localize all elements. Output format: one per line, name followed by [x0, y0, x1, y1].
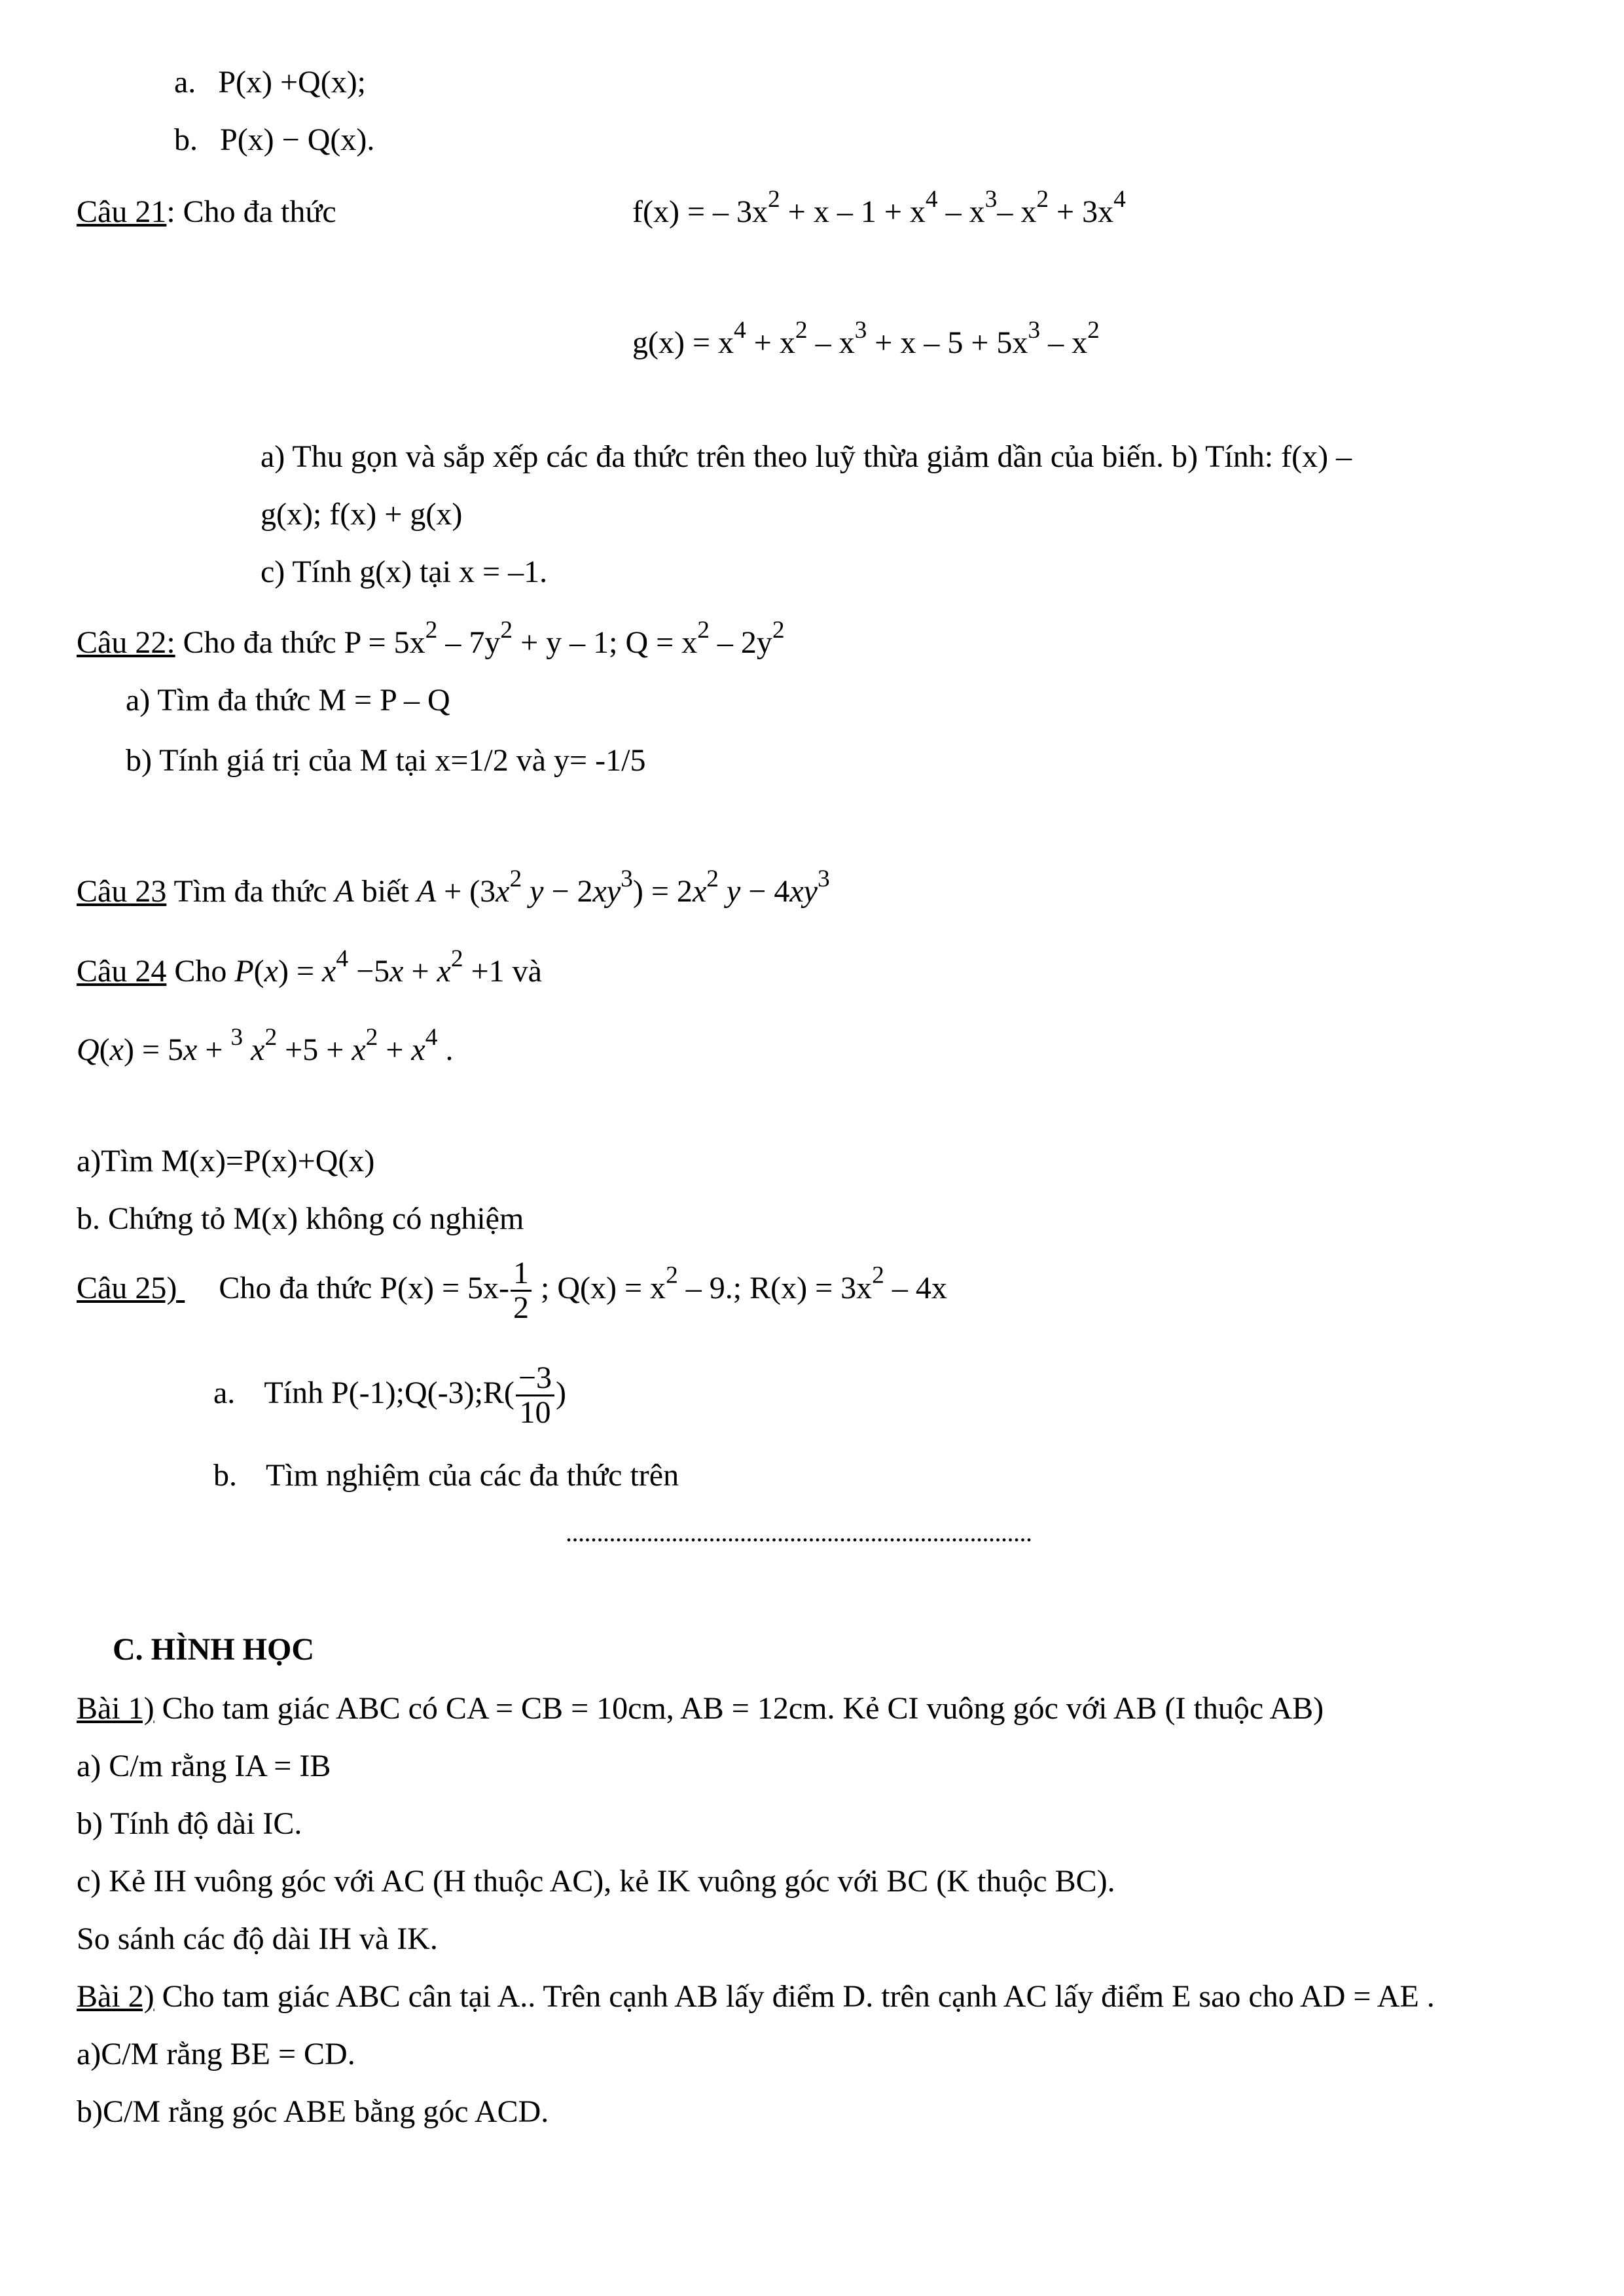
- question-label: Câu 21: [77, 194, 167, 229]
- q21-intro: : Cho đa thức: [166, 194, 336, 229]
- bai2-statement: Bài 2) Cho tam giác ABC cân tại A.. Trên cạnh AB lấy điểm D. trên cạnh AC lấy điểm E sao cho AD = AE .: [77, 1979, 1435, 2014]
- q24-q-formula: Q(x) = 5x + $^3$ $x^2 +5 + x^2 + x^4$ .: [77, 1023, 454, 1067]
- q20-b-text: P(x) − Q(x).: [220, 122, 375, 157]
- q24-part-a: a)Tìm M(x)=P(x)+Q(x): [77, 1144, 375, 1178]
- q21-part-c: c) Tính g(x) tại x = –1.: [261, 555, 548, 589]
- bai1-part-b: b) Tính độ dài IC.: [77, 1806, 302, 1841]
- exercise-label: Bài 1): [77, 1691, 154, 1726]
- q20-a-text: P(x) +Q(x);: [218, 65, 367, 100]
- bai1-part-c-cont: So sánh các độ dài IH và IK.: [77, 1922, 438, 1956]
- dotted-divider: ...........................................................................: [566, 1518, 1032, 1547]
- q22-part-b: b) Tính giá trị của M tại x=1/2 và y= -1/5: [126, 743, 646, 778]
- q21-part-a-cont: g(x); f(x) + g(x): [261, 497, 463, 532]
- bai1-part-c: c) Kẻ IH vuông góc với AC (H thuộc AC), kẻ IK vuông góc với BC (K thuộc BC).: [77, 1864, 1115, 1899]
- q21-f-formula: f(x) = – $3x^2 + x - 1 + x^4 - x^3-$ $x^2 + 3x^4$: [632, 185, 1126, 229]
- section-heading-geometry: C. HÌNH HỌC: [113, 1632, 315, 1667]
- q21-part-a: a) Thu gọn và sắp xếp các đa thức trên theo luỹ thừa giảm dần của biến. b) Tính: f(x) –: [261, 439, 1352, 474]
- bai1-part-a: a) C/m rằng IA = IB: [77, 1749, 331, 1783]
- list-marker: a.: [174, 65, 196, 100]
- question-label: Câu 23: [77, 874, 167, 909]
- bai2-part-a: a)C/M rằng BE = CD.: [77, 2037, 355, 2071]
- q25-part-a: a. Tính P(-1);Q(-3);R( $\frac{-3}{10}$ ): [213, 1360, 566, 1430]
- question-label: Câu 24: [77, 954, 167, 989]
- q24-part-b: b. Chứng tỏ M(x) không có nghiệm: [77, 1201, 524, 1236]
- question-label: Câu 25): [77, 1270, 177, 1305]
- fraction-one-half: $\frac{1}{2}$: [511, 1257, 532, 1325]
- q20-item-b: [174, 122, 374, 158]
- bai1-statement: Bài 1) Cho tam giác ABC có CA = CB = 10cm, AB = 12cm. Kẻ CI vuông góc với AB (I thuộc AB): [77, 1691, 1324, 1726]
- q22-part-a: a) Tìm đa thức M = P – Q: [126, 683, 450, 718]
- list-marker: b.: [174, 122, 198, 157]
- bai2-part-b: b)C/M rằng góc ABE bằng góc ACD.: [77, 2094, 549, 2129]
- q20-item-a: [174, 64, 366, 100]
- exercise-label: Bài 2): [77, 1979, 154, 2014]
- question-label: Câu 22:: [77, 625, 175, 660]
- q22-heading: Câu 22: Cho đa thức $P = 5x^2 - 7y^2 + y - 1$; $Q = x^2 - 2y^2$: [77, 616, 785, 660]
- fraction-minus-three-tenths: $\frac{-3}{10}$: [516, 1362, 554, 1430]
- q25-part-b: b. Tìm nghiệm của các đa thức trên: [213, 1458, 679, 1493]
- q24-heading: Câu 24 Cho $P(x) = x^4 -5x + x^2 +1$ và: [77, 945, 542, 989]
- q23-heading: Câu 23 Tìm đa thức A biết $A + (3x^2$ $y - 2xy^3) = 2x^2$ $y - 4xy^3$: [77, 865, 830, 909]
- q21-heading: [77, 194, 336, 230]
- q21-g-formula: $g(x) = x^4 + x^2 - x^3 + x - 5 + 5x^3 - x^2$: [632, 316, 1100, 360]
- q25-heading: Câu 25) Cho đa thức P(x) = 5x- $\frac{1}{2}$ ; $Q(x) = x^2 - 9$.; $R(x) = 3x^2 - 4x$: [77, 1256, 947, 1326]
